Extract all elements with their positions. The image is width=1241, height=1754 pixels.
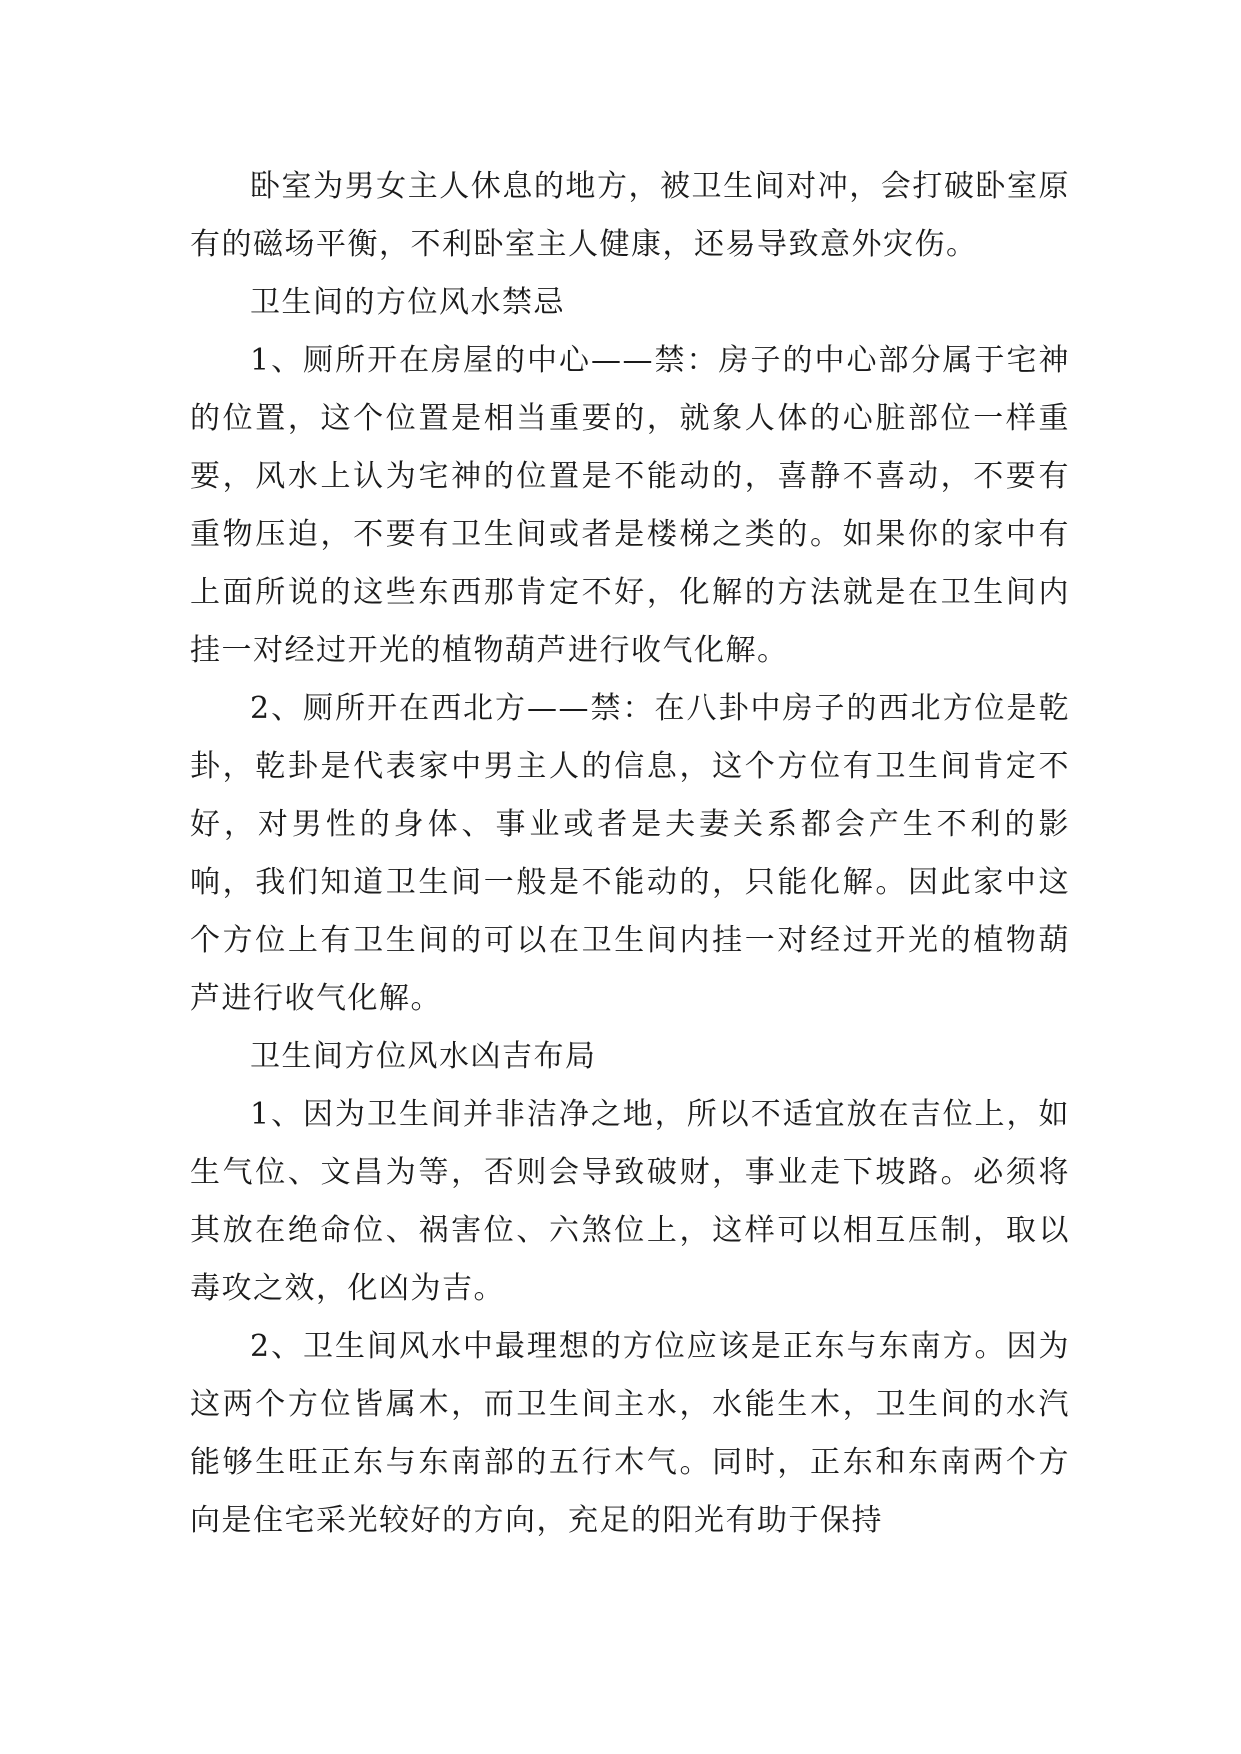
paragraph-taboo-northwest: 2、厕所开在西北方——禁：在八卦中房子的西北方位是乾卦，乾卦是代表家中男主人的信息，这个方位有卫生间肯定不好，对男性的身体、事业或者是夫妻关系都会产生不利的影响，我们知道卫生间一般是不能动的，只能化解。因此家中这个方位上有卫生间的可以在卫生间内挂一对经过开光的植物葫芦进行收气化解。 [190,691,1070,1016]
paragraph-layout-one: 1、因为卫生间并非洁净之地，所以不适宜放在吉位上，如生气位、文昌为等，否则会导致破财，事业走下坡路。必须将其放在绝命位、祸害位、六煞位上，这样可以相互压制，取以毒攻之效，化凶为吉。 [190,1097,1070,1306]
paragraph-taboo-center: 1、厕所开在房屋的中心——禁：房子的中心部分属于宅神的位置，这个位置是相当重要的，就象人体的心脏部位一样重要，风水上认为宅神的位置是不能动的，喜静不喜动，不要有重物压迫，不要有卫生间或者是楼梯之类的。如果你的家中有上面所说的这些东西那肯定不好，化解的方法就是在卫生间内挂一对经过开光的植物葫芦进行收气化解。 [190,343,1070,668]
document-body [190,158,1070,1550]
paragraph-bedroom-conflict: 卧室为男女主人休息的地方，被卫生间对冲，会打破卧室原有的磁场平衡，不利卧室主人健康，还易导致意外灾伤。 [190,169,1070,262]
paragraph-layout-two: 2、卫生间风水中最理想的方位应该是正东与东南方。因为这两个方位皆属木，而卫生间主水，水能生木，卫生间的水汽能够生旺正东与东南部的五行木气。同时，正东和东南两个方向是住宅采光较好的方向，充足的阳光有助于保持 [190,1329,1070,1538]
heading-taboos: 卫生间的方位风水禁忌 [250,285,565,320]
heading-layout: 卫生间方位风水凶吉布局 [250,1039,597,1074]
